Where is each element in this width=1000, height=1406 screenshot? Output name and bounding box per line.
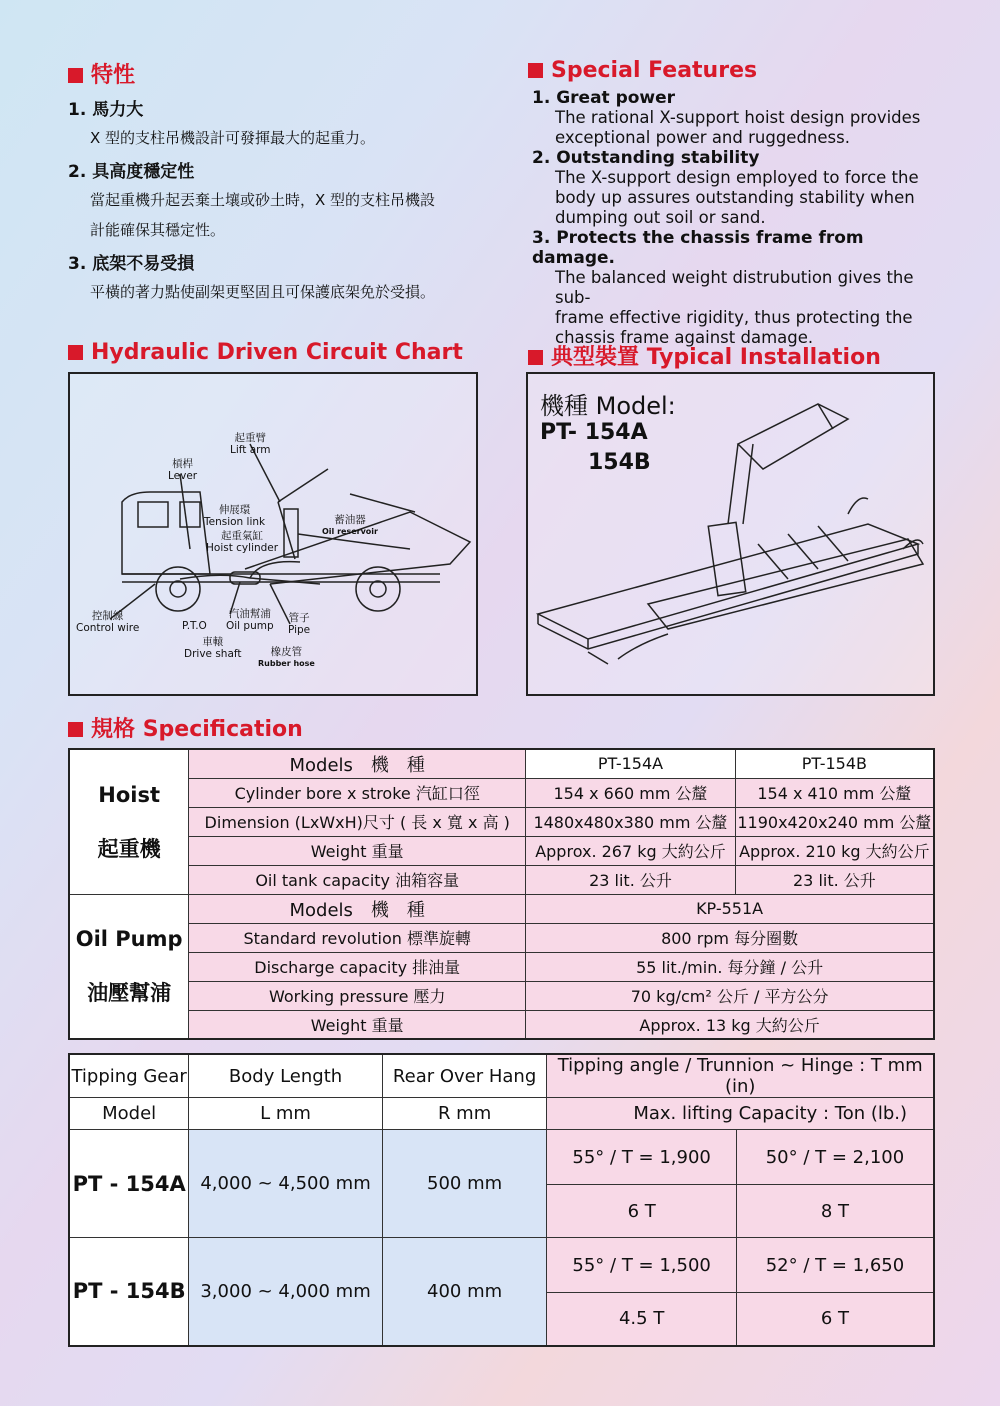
hoist-installation-icon [528, 374, 933, 694]
pump-row-label: Discharge capacity 排油量 [189, 952, 526, 981]
circuit-diagram-box [68, 372, 478, 696]
table-row [69, 807, 934, 836]
hoist-row-a: 23 lit. 公升 [526, 865, 736, 894]
label-lift-arm: 起重臂 Lift arm [230, 432, 271, 456]
table-row [69, 749, 934, 778]
pump-row-label: Working pressure 壓力 [189, 981, 526, 1010]
spec-heading: 規格 Specification [68, 712, 303, 743]
label-oil-reservoir: 蓄油器 Oil reservoir [322, 514, 378, 536]
en-feature-1-title: 1. Great power [532, 88, 676, 108]
header-model-1: Tipping Gear [69, 1054, 189, 1098]
length-cell: 3,000 ~ 4,000 mm [189, 1238, 383, 1346]
zh-feature-3-title: 3. 底架不易受損 [68, 254, 195, 274]
en-features-list [532, 88, 952, 348]
label-lever: 槓桿 Lever [168, 458, 198, 482]
label-hoist-cylinder: 起重氣缸 Hoist cylinder [206, 530, 279, 554]
label-tension-link: 伸展環 Tension link [204, 504, 266, 528]
zh-feature-2-text-2: 計能確保其穩定性。 [90, 221, 226, 239]
table-row [69, 1130, 934, 1185]
zh-features-section [68, 58, 135, 89]
header-length-2: L mm [189, 1098, 383, 1130]
header-model-2: Model [69, 1098, 189, 1130]
hoist-row-a: 154 x 660 mm 公釐 [526, 778, 736, 807]
header-length-1: Body Length [189, 1054, 383, 1098]
hoist-row-b: 1190x420x240 mm 公釐 [735, 807, 934, 836]
zh-feature-2-title: 2. 具高度穩定性 [68, 162, 195, 182]
table-row [69, 981, 934, 1010]
label-oil-pump: 汽油幫浦 Oil pump [226, 608, 274, 632]
hang-cell: 500 mm [382, 1130, 547, 1238]
en-feature-3-title: 3. Protects the chassis frame from damage. [532, 228, 864, 268]
en-feature-3-line-1: The balanced weight distrubution gives the sub- [555, 268, 914, 307]
angle-cell: 55° / T = 1,500 [547, 1238, 737, 1293]
hoist-header-label: Models 機 種 [189, 749, 526, 778]
installation-model-label: 機種 Model: [540, 392, 676, 420]
hoist-header-a: PT-154A [526, 749, 736, 778]
table-row [69, 836, 934, 865]
table-row [69, 952, 934, 981]
en-feature-2-line-1: The X-support design employed to force the [555, 168, 919, 187]
pump-header-value: KP-551A [526, 894, 934, 923]
pump-row-value: 55 lit./min. 每分鐘 / 公升 [526, 952, 934, 981]
capacity-cell: 6 T [736, 1293, 934, 1346]
capacity-cell: 6 T [547, 1185, 737, 1238]
hang-cell: 400 mm [382, 1238, 547, 1346]
hoist-row-a: Approx. 267 kg 大約公斤 [526, 836, 736, 865]
hoist-category: Hoist 起重機 [69, 749, 189, 894]
circuit-heading: Hydraulic Driven Circuit Chart [68, 340, 463, 365]
model-cell: PT - 154B [69, 1238, 189, 1346]
hoist-row-label: Dimension (LxWxH)尺寸 ( 長 x 寬 x 高 ) [189, 807, 526, 836]
en-feature-2-line-3: dumping out soil or sand. [555, 208, 766, 227]
table-row [69, 1054, 934, 1098]
hoist-row-label: Weight 重量 [189, 836, 526, 865]
en-feature-1-line-1: The rational X-support hoist design provides [555, 108, 921, 127]
pump-row-value: 70 kg/cm² 公斤 / 平方公分 [526, 981, 934, 1010]
length-cell: 4,000 ~ 4,500 mm [189, 1130, 383, 1238]
table-row [69, 923, 934, 952]
hoist-row-label: Cylinder bore x stroke 汽缸口徑 [189, 778, 526, 807]
en-feature-2-line-2: body up assures outstanding stability when [555, 188, 915, 207]
tipping-table [68, 1053, 935, 1347]
zh-feature-3-text: 平橫的著力點使副架更堅固且可保護底架免於受損。 [90, 283, 436, 301]
angle-cell: 52° / T = 1,650 [736, 1238, 934, 1293]
pump-row-value: 800 rpm 每分圈數 [526, 923, 934, 952]
zh-feature-1-title: 1. 馬力大 [68, 100, 144, 120]
hoist-row-b: 23 lit. 公升 [735, 865, 934, 894]
installation-box [526, 372, 935, 696]
table-row [69, 1010, 934, 1039]
hoist-header-b: PT-154B [735, 749, 934, 778]
en-feature-1-line-2: exceptional power and ruggedness. [555, 128, 850, 147]
table-row [69, 778, 934, 807]
hoist-row-b: Approx. 210 kg 大約公斤 [735, 836, 934, 865]
header-hang-2: R mm [382, 1098, 547, 1130]
model-cell: PT - 154A [69, 1130, 189, 1238]
pump-row-value: Approx. 13 kg 大約公斤 [526, 1010, 934, 1039]
header-hang-1: Rear Over Hang [382, 1054, 547, 1098]
bullet-square-icon [68, 722, 83, 737]
table-row [69, 894, 934, 923]
header-capacity: Max. lifting Capacity : Ton (lb.) [547, 1098, 934, 1130]
angle-cell: 55° / T = 1,900 [547, 1130, 737, 1185]
pump-category: Oil Pump 油壓幫浦 [69, 894, 189, 1039]
en-features-heading: Special Features [528, 58, 757, 83]
hoist-row-a: 1480x480x380 mm 公釐 [526, 807, 736, 836]
hoist-row-b: 154 x 410 mm 公釐 [735, 778, 934, 807]
label-pipe: 管子 Pipe [288, 612, 311, 636]
installation-model-a: PT- 154A [540, 420, 648, 445]
installation-model-b: 154B [588, 450, 651, 475]
label-rubber-hose: 橡皮管 Rubber hose [258, 646, 315, 668]
pump-header-label: Models 機 種 [189, 894, 526, 923]
bullet-square-icon [68, 345, 83, 360]
hoist-row-label: Oil tank capacity 油箱容量 [189, 865, 526, 894]
pump-row-label: Standard revolution 標準旋轉 [189, 923, 526, 952]
en-feature-2-title: 2. Outstanding stability [532, 148, 760, 168]
label-pto: P.T.O [182, 620, 207, 632]
capacity-cell: 8 T [736, 1185, 934, 1238]
bullet-square-icon [528, 350, 543, 365]
table-row [69, 865, 934, 894]
bullet-square-icon [68, 68, 83, 83]
bullet-square-icon [528, 63, 543, 78]
en-feature-3-line-3: chassis frame against damage. [555, 328, 814, 347]
zh-feature-1-text: X 型的支柱吊機設計可發揮最大的起重力。 [90, 129, 376, 147]
installation-heading: 典型裝置 Typical Installation [528, 340, 881, 371]
table-row [69, 1238, 934, 1293]
spec-table [68, 748, 935, 1040]
label-drive-shaft: 車轅 Drive shaft [184, 636, 242, 660]
label-control-wire: 控制線 Control wire [76, 610, 140, 634]
table-row [69, 1098, 934, 1130]
header-angle: Tipping angle / Trunnion ~ Hinge : T mm (in) [547, 1054, 934, 1098]
capacity-cell: 4.5 T [547, 1293, 737, 1346]
zh-feature-2-text-1: 當起重機升起丟棄土壤或砂土時，X 型的支柱吊機設 [90, 191, 436, 209]
en-feature-3-line-2: frame effective rigidity, thus protecting the [555, 308, 913, 327]
pump-row-label: Weight 重量 [189, 1010, 526, 1039]
zh-features-heading: 特性 [68, 58, 135, 89]
angle-cell: 50° / T = 2,100 [736, 1130, 934, 1185]
